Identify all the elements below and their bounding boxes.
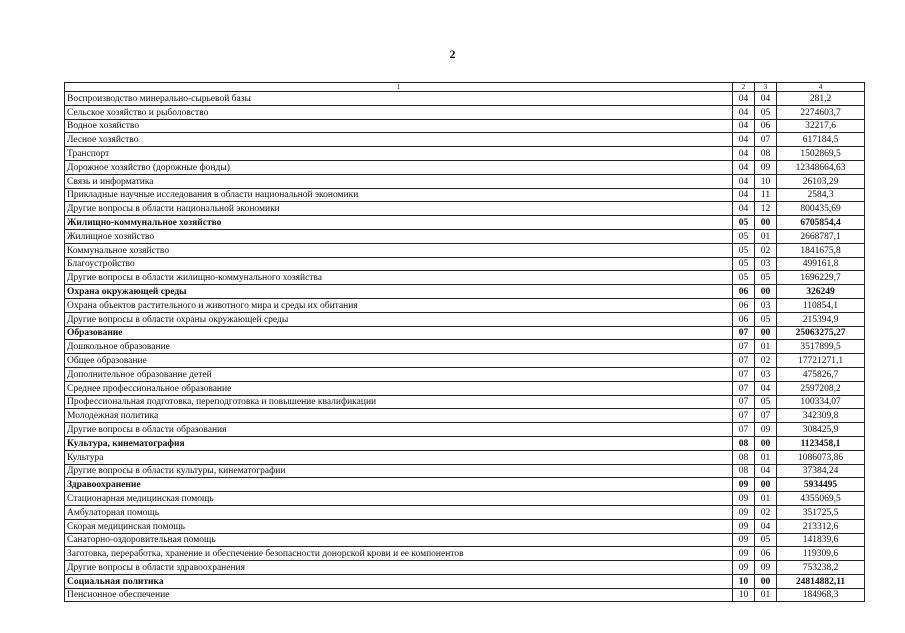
table-row	[65, 409, 865, 423]
table-row	[65, 285, 865, 299]
row-name: Другие вопросы в области культуры, кинематографии	[65, 464, 733, 478]
row-name: Другие вопросы в области жилищно-коммунального хозяйства	[65, 271, 733, 285]
row-name: Связь и информатика	[65, 174, 733, 188]
row-name: Дорожное хозяйство (дорожные фонды)	[65, 160, 733, 174]
table-row	[65, 395, 865, 409]
row-subsection-code: 10	[755, 174, 777, 188]
row-subsection-code: 01	[755, 450, 777, 464]
row-section-code: 09	[733, 478, 755, 492]
row-amount: 24814882,11	[777, 574, 865, 588]
row-amount: 351725,5	[777, 505, 865, 519]
row-subsection-code: 02	[755, 243, 777, 257]
row-subsection-code: 02	[755, 505, 777, 519]
table-row	[65, 298, 865, 312]
row-amount: 1123458,1	[777, 436, 865, 450]
row-subsection-code: 04	[755, 519, 777, 533]
row-section-code: 08	[733, 436, 755, 450]
row-amount: 3517899,5	[777, 340, 865, 354]
row-subsection-code: 00	[755, 574, 777, 588]
table-row	[65, 450, 865, 464]
row-amount: 184968,3	[777, 588, 865, 602]
table-row	[65, 92, 865, 106]
row-subsection-code: 05	[755, 271, 777, 285]
column-header-section: 2	[733, 83, 755, 92]
row-amount: 110854,1	[777, 298, 865, 312]
row-name: Образование	[65, 326, 733, 340]
row-name: Заготовка, переработка, хранение и обеспечение безопасности донорской крови и ее компонентов	[65, 547, 733, 561]
row-name: Охрана окружающей среды	[65, 285, 733, 299]
row-amount: 1696229,7	[777, 271, 865, 285]
row-section-code: 05	[733, 229, 755, 243]
table-row	[65, 271, 865, 285]
row-amount: 141839,6	[777, 533, 865, 547]
table-row	[65, 257, 865, 271]
column-header-amount: 4	[777, 83, 865, 92]
row-subsection-code: 08	[755, 147, 777, 161]
row-amount: 753238,2	[777, 561, 865, 575]
row-section-code: 04	[733, 174, 755, 188]
row-amount: 281,2	[777, 92, 865, 106]
table-row	[65, 381, 865, 395]
row-section-code: 07	[733, 367, 755, 381]
row-subsection-code: 12	[755, 202, 777, 216]
row-section-code: 06	[733, 285, 755, 299]
row-subsection-code: 04	[755, 464, 777, 478]
row-section-code: 04	[733, 92, 755, 106]
row-amount: 26103,29	[777, 174, 865, 188]
row-amount: 32217,6	[777, 119, 865, 133]
row-section-code: 05	[733, 271, 755, 285]
row-amount: 308425,9	[777, 423, 865, 437]
row-amount: 25063275,27	[777, 326, 865, 340]
row-amount: 5934495	[777, 478, 865, 492]
row-section-code: 04	[733, 188, 755, 202]
row-amount: 1086073,86	[777, 450, 865, 464]
row-subsection-code: 01	[755, 340, 777, 354]
row-name: Культура, кинематография	[65, 436, 733, 450]
row-subsection-code: 07	[755, 409, 777, 423]
row-subsection-code: 01	[755, 229, 777, 243]
row-amount: 326249	[777, 285, 865, 299]
row-section-code: 04	[733, 160, 755, 174]
row-subsection-code: 04	[755, 381, 777, 395]
table-row	[65, 119, 865, 133]
row-amount: 1841675,8	[777, 243, 865, 257]
table-row	[65, 354, 865, 368]
row-section-code: 09	[733, 561, 755, 575]
table-row	[65, 574, 865, 588]
row-name: Жилищно-коммунальное хозяйство	[65, 216, 733, 230]
row-subsection-code: 00	[755, 478, 777, 492]
table-row	[65, 147, 865, 161]
row-amount: 4355069,5	[777, 492, 865, 506]
row-subsection-code: 02	[755, 354, 777, 368]
table-row	[65, 492, 865, 506]
row-subsection-code: 06	[755, 547, 777, 561]
row-subsection-code: 00	[755, 216, 777, 230]
table-row	[65, 423, 865, 437]
row-section-code: 07	[733, 354, 755, 368]
row-subsection-code: 04	[755, 92, 777, 106]
row-name: Другие вопросы в области национальной экономики	[65, 202, 733, 216]
row-amount: 475826,7	[777, 367, 865, 381]
row-amount: 617184,5	[777, 133, 865, 147]
row-amount: 17721271,1	[777, 354, 865, 368]
row-name: Амбулаторная помощь	[65, 505, 733, 519]
row-subsection-code: 01	[755, 588, 777, 602]
row-subsection-code: 09	[755, 561, 777, 575]
row-section-code: 07	[733, 409, 755, 423]
row-subsection-code: 07	[755, 133, 777, 147]
row-name: Жилищное хозяйство	[65, 229, 733, 243]
row-name: Молодежная политика	[65, 409, 733, 423]
row-section-code: 05	[733, 243, 755, 257]
row-subsection-code: 03	[755, 298, 777, 312]
row-subsection-code: 05	[755, 105, 777, 119]
table-row	[65, 188, 865, 202]
row-subsection-code: 00	[755, 285, 777, 299]
row-section-code: 07	[733, 381, 755, 395]
row-section-code: 10	[733, 574, 755, 588]
row-amount: 1502869,5	[777, 147, 865, 161]
row-section-code: 08	[733, 464, 755, 478]
row-section-code: 10	[733, 588, 755, 602]
table-header-row	[65, 83, 865, 92]
row-name: Другие вопросы в области охраны окружающей среды	[65, 312, 733, 326]
row-subsection-code: 05	[755, 395, 777, 409]
row-section-code: 09	[733, 492, 755, 506]
row-amount: 2584,3	[777, 188, 865, 202]
row-section-code: 07	[733, 326, 755, 340]
row-amount: 342309,8	[777, 409, 865, 423]
column-header-subsection: 3	[755, 83, 777, 92]
row-subsection-code: 00	[755, 436, 777, 450]
row-amount: 499161,8	[777, 257, 865, 271]
row-section-code: 04	[733, 119, 755, 133]
row-subsection-code: 06	[755, 119, 777, 133]
row-name: Социальная политика	[65, 574, 733, 588]
row-name: Стационарная медицинская помощь	[65, 492, 733, 506]
table-row	[65, 478, 865, 492]
row-subsection-code: 01	[755, 492, 777, 506]
row-name: Воспроизводство минерально-сырьевой базы	[65, 92, 733, 106]
row-section-code: 05	[733, 257, 755, 271]
table-row	[65, 547, 865, 561]
row-amount: 215394,9	[777, 312, 865, 326]
row-subsection-code: 03	[755, 367, 777, 381]
row-name: Профессиональная подготовка, переподготовка и повышение квалификации	[65, 395, 733, 409]
row-subsection-code: 05	[755, 312, 777, 326]
row-section-code: 09	[733, 547, 755, 561]
row-name: Скорая медицинская помощь	[65, 519, 733, 533]
column-header-name: 1	[65, 83, 733, 92]
row-name: Благоустройство	[65, 257, 733, 271]
row-subsection-code: 09	[755, 160, 777, 174]
table-row	[65, 464, 865, 478]
row-section-code: 04	[733, 105, 755, 119]
row-name: Охрана объектов растительного и животного мира и среды их обитания	[65, 298, 733, 312]
row-name: Транспорт	[65, 147, 733, 161]
table-row	[65, 505, 865, 519]
row-amount: 213312,6	[777, 519, 865, 533]
row-name: Сельское хозяйство и рыболовство	[65, 105, 733, 119]
table-row	[65, 105, 865, 119]
row-section-code: 09	[733, 505, 755, 519]
table-row	[65, 326, 865, 340]
table-row	[65, 588, 865, 602]
row-name: Прикладные научные исследования в области национальной экономики	[65, 188, 733, 202]
table-row	[65, 229, 865, 243]
table-row	[65, 202, 865, 216]
row-section-code: 07	[733, 340, 755, 354]
row-name: Здравоохранение	[65, 478, 733, 492]
row-section-code: 05	[733, 216, 755, 230]
row-subsection-code: 00	[755, 326, 777, 340]
row-name: Санаторно-оздоровительная помощь	[65, 533, 733, 547]
row-name: Пенсионное обеспечение	[65, 588, 733, 602]
table-row	[65, 340, 865, 354]
table-row	[65, 312, 865, 326]
row-section-code: 06	[733, 312, 755, 326]
row-amount: 2597208,2	[777, 381, 865, 395]
row-name: Другие вопросы в области здравоохранения	[65, 561, 733, 575]
row-amount: 2668787,1	[777, 229, 865, 243]
table-row	[65, 160, 865, 174]
row-name: Водное хозяйство	[65, 119, 733, 133]
table-row	[65, 367, 865, 381]
table-body	[65, 92, 865, 602]
row-amount: 6705854,4	[777, 216, 865, 230]
row-name: Дошкольное образование	[65, 340, 733, 354]
row-amount: 100334,07	[777, 395, 865, 409]
row-amount: 12348664,63	[777, 160, 865, 174]
row-subsection-code: 11	[755, 188, 777, 202]
row-name: Общее образование	[65, 354, 733, 368]
row-name: Культура	[65, 450, 733, 464]
row-name: Лесное хозяйство	[65, 133, 733, 147]
row-subsection-code: 03	[755, 257, 777, 271]
row-section-code: 04	[733, 133, 755, 147]
table-row	[65, 174, 865, 188]
row-section-code: 07	[733, 395, 755, 409]
row-amount: 37384,24	[777, 464, 865, 478]
row-amount: 2274603,7	[777, 105, 865, 119]
row-section-code: 08	[733, 450, 755, 464]
row-subsection-code: 09	[755, 423, 777, 437]
table-row	[65, 133, 865, 147]
budget-table	[64, 82, 865, 602]
table-row	[65, 243, 865, 257]
row-section-code: 07	[733, 423, 755, 437]
row-section-code: 06	[733, 298, 755, 312]
row-section-code: 09	[733, 519, 755, 533]
row-amount: 119309,6	[777, 547, 865, 561]
table-row	[65, 561, 865, 575]
row-name: Среднее профессиональное образование	[65, 381, 733, 395]
row-subsection-code: 05	[755, 533, 777, 547]
row-name: Дополнительное образование детей	[65, 367, 733, 381]
row-name: Коммунальное хозяйство	[65, 243, 733, 257]
table-row	[65, 519, 865, 533]
row-section-code: 04	[733, 147, 755, 161]
page-number: 2	[449, 47, 456, 61]
row-name: Другие вопросы в области образования	[65, 423, 733, 437]
row-amount: 800435,69	[777, 202, 865, 216]
table-row	[65, 436, 865, 450]
row-section-code: 04	[733, 202, 755, 216]
row-section-code: 09	[733, 533, 755, 547]
table-row	[65, 216, 865, 230]
table-row	[65, 533, 865, 547]
